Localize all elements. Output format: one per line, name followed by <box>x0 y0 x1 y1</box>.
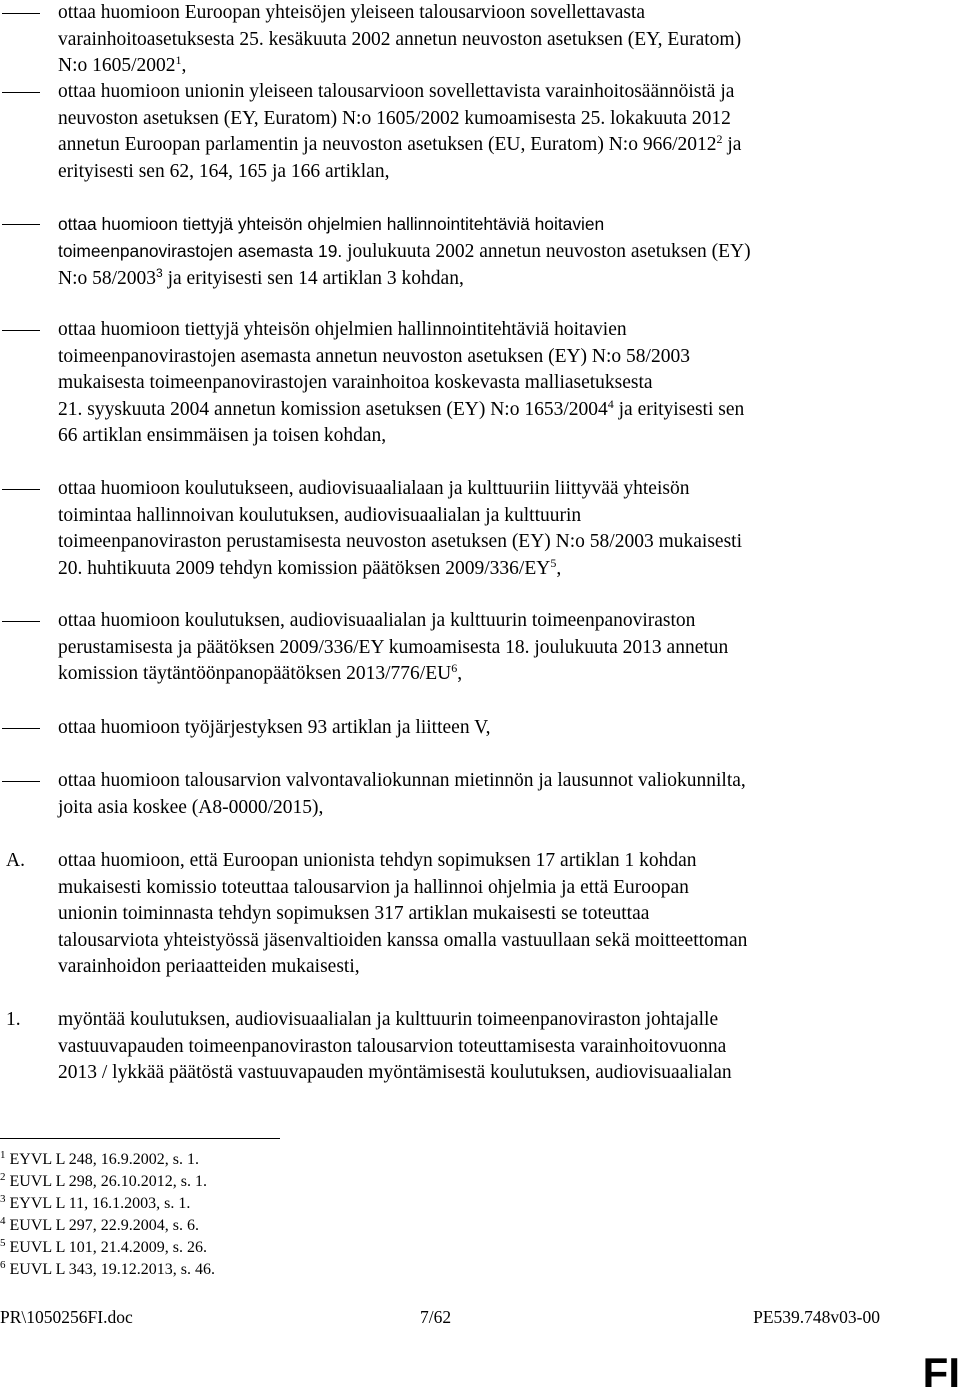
footnote-text: EUVL L 298, 26.10.2012, s. 1. <box>5 1173 207 1190</box>
paragraph-text <box>58 476 900 582</box>
footer-page-number: 7/62 <box>420 1307 452 1327</box>
footnote <box>0 1237 400 1259</box>
footnote-ref: 6 <box>451 661 458 675</box>
footnote-ref: 5 <box>550 555 557 570</box>
footnote-text: EUVL L 101, 21.4.2009, s. 26. <box>5 1239 207 1256</box>
footnote-ref: 4 <box>607 396 614 411</box>
language-code: FI <box>922 1349 960 1396</box>
footnote-text: EYVL L 11, 16.1.2003, s. 1. <box>5 1195 191 1212</box>
footnote-ref: 3 <box>156 266 163 280</box>
footnote-separator <box>0 1138 280 1139</box>
dash-line <box>2 728 40 729</box>
paragraph-text <box>58 848 900 981</box>
paragraph-label: A. <box>6 850 25 871</box>
dash-line <box>2 621 40 622</box>
footnote-text: EYVL L 248, 16.9.2002, s. 1. <box>5 1151 199 1168</box>
text-run: joulukuuta 2002 annetun neuvoston asetuksen (EY) N:o 58/2003 <box>58 240 751 289</box>
text-run: ottaa huomioon Euroopan yhteisöjen yleiseen talousarvioon sovellettavasta varainhoitoasetuksesta 25. kesäkuuta 2002 annetun neuvoston asetuksen (EY, Euratom) N:o 1605/2002 <box>58 2 742 76</box>
paragraph-text <box>58 0 900 80</box>
footnotes <box>0 1149 400 1281</box>
footnote-number: 1 <box>0 1149 6 1161</box>
text-run: ottaa huomioon koulutuksen, audiovisuaalialan ja kulttuurin toimeenpanoviraston perustamisesta ja päätöksen 2009/336/EY kumoamisesta 18. joulukuuta 2013 annetun komission täytäntöönpanopäätöksen 2013/776/EU <box>58 610 729 684</box>
dash-line <box>2 781 40 782</box>
paragraph-text <box>58 608 900 688</box>
paragraph-text <box>58 211 900 293</box>
paragraph-text <box>58 715 900 742</box>
footnote <box>0 1193 400 1215</box>
text-run: ja erityisesti sen 14 artiklan 3 kohdan, <box>162 268 464 289</box>
dash-line <box>2 489 40 490</box>
text-run: , <box>457 663 463 684</box>
text-run: ottaa huomioon työjärjestyksen 93 artiklan ja liitteen V, <box>58 717 491 738</box>
paragraph-text <box>58 79 900 185</box>
footnote <box>0 1171 400 1193</box>
text-run: ottaa huomioon, että Euroopan unionista tehdyn sopimuksen 17 artiklan 1 kohdan mukaisesti komissio toteuttaa talousarvion ja hallinnoi ohjelmia ja että Euroopan unionin toiminnasta tehdyn sopimuksen 317 artiklan mukaisesti se toteuttaa talousarviota yhteistyössä jäsenvaltioiden kanssa omalla vastuullaan sekä moitteettoman varainhoidon periaatteiden mukaisesti, <box>58 850 748 977</box>
footer-doc-ref: PR\1050256FI.doc <box>0 1307 133 1327</box>
dash-line <box>2 224 40 225</box>
paragraph-text <box>58 317 900 450</box>
text-run: ja erityisesti sen 62, 164, 165 ja 166 artiklan, <box>58 134 742 182</box>
footnote <box>0 1149 400 1171</box>
text-run: ottaa huomioon koulutukseen, audiovisuaalialaan ja kulttuuriin liittyvää yhteisön toimintaa hallinnoivan koulutuksen, audiovisuaalialan ja kulttuurin toimeenpanoviraston perustamisesta neuvoston asetuksen (EY) N:o 58/2003 mukaisesti 20. huhtikuuta 2009 tehdyn komission päätöksen 2009/336/EY <box>58 478 742 579</box>
footnote-number: 6 <box>0 1259 6 1271</box>
footnote-text: EUVL L 343, 19.12.2013, s. 46. <box>5 1261 215 1278</box>
paragraph-text <box>58 768 900 821</box>
text-run: myöntää koulutuksen, audiovisuaalialan ja kulttuurin toimeenpanoviraston johtajalle vastuuvapauden toimeenpanoviraston talousarvion toteuttamisesta varainhoitovuonna 2013 / lykkää päätöstä vastuuvapauden myöntämisestä koulutuksen, audiovisuaalialan <box>58 1009 732 1083</box>
footnote-ref: 1 <box>175 53 182 67</box>
dash-line <box>2 92 40 93</box>
paragraph-text <box>58 1007 900 1087</box>
dash-line <box>2 330 40 331</box>
dash-line <box>2 13 40 14</box>
page-footer <box>0 1307 880 1331</box>
footnote-number: 4 <box>0 1215 6 1227</box>
text-run: ottaa huomioon tiettyjä yhteisön ohjelmien hallinnointitehtäviä hoitavien toimeenpanovirastojen asemasta 19. <box>58 214 605 261</box>
text-run: , <box>556 557 562 579</box>
footnote-number: 5 <box>0 1237 6 1249</box>
text-run: ottaa huomioon talousarvion valvontavaliokunnan mietinnön ja lausunnot valiokunnilta, joita asia koskee (A8-0000/2015), <box>58 770 746 818</box>
footnote <box>0 1259 400 1281</box>
text-run: ottaa huomioon unionin yleiseen talousarvioon sovellettavista varainhoitosäännöistä ja neuvoston asetuksen (EY, Euratom) N:o 1605/2002 kumoamisesta 25. lokakuuta 2012 annetun Euroopan parlamentin ja neuvoston asetuksen (EU, Euratom) N:o 966/2012 <box>58 81 735 155</box>
text-run: ja erityisesti sen 66 artiklan ensimmäisen ja toisen kohdan, <box>58 398 745 446</box>
footer-pe-ref: PE539.748v03-00 <box>753 1307 880 1327</box>
text-run: , <box>181 55 187 76</box>
paragraph-label: 1. <box>6 1009 21 1030</box>
footnote <box>0 1215 400 1237</box>
footnote-text: EUVL L 297, 22.9.2004, s. 6. <box>5 1217 199 1234</box>
footnote-number: 2 <box>0 1171 6 1183</box>
footnote-ref: 2 <box>716 132 723 146</box>
text-run: ottaa huomioon tiettyjä yhteisön ohjelmien hallinnointitehtäviä hoitavien toimeenpanovirastojen asemasta annetun neuvoston asetuksen (EY) N:o 58/2003 mukaisesta toimeenpanovirastojen varainhoitoa koskevasta malliasetuksesta 21. syyskuuta 2004 annetun komission asetuksen (EY) N:o 1653/2004 <box>58 319 690 420</box>
footnote-number: 3 <box>0 1193 6 1205</box>
